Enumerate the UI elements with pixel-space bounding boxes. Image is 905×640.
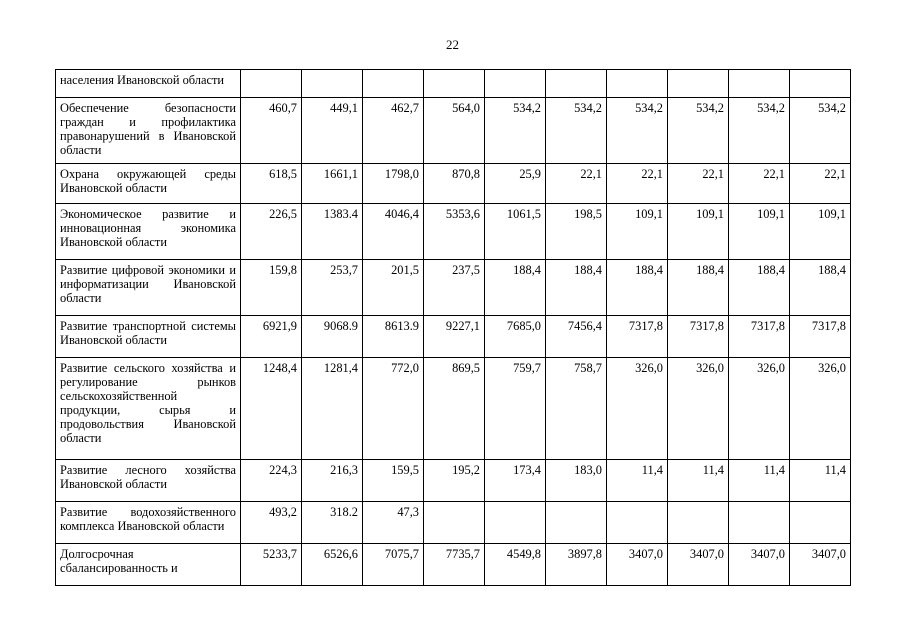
value-cell: 326,0: [668, 358, 729, 460]
value-cell: 109,1: [668, 204, 729, 260]
value-cell: 7685,0: [485, 316, 546, 358]
value-cell: 7317,8: [790, 316, 851, 358]
table-row: [56, 260, 851, 316]
value-cell: 173,4: [485, 460, 546, 502]
value-cell: 109,1: [729, 204, 790, 260]
value-cell: 188,4: [729, 260, 790, 316]
value-cell: 449,1: [302, 98, 363, 164]
value-cell: 9227,1: [424, 316, 485, 358]
table-row: [56, 544, 851, 586]
value-cell: 8613.9: [363, 316, 424, 358]
value-cell: 109,1: [607, 204, 668, 260]
value-cell: [607, 70, 668, 98]
value-cell: 11,4: [668, 460, 729, 502]
value-cell: 188,4: [546, 260, 607, 316]
value-cell: 618,5: [241, 164, 302, 204]
value-cell: 201,5: [363, 260, 424, 316]
value-cell: 534,2: [729, 98, 790, 164]
value-cell: 326,0: [790, 358, 851, 460]
value-cell: 1061,5: [485, 204, 546, 260]
value-cell: [790, 502, 851, 544]
value-cell: 534,2: [668, 98, 729, 164]
value-cell: [241, 70, 302, 98]
value-cell: [607, 502, 668, 544]
value-cell: 198,5: [546, 204, 607, 260]
page-number: 22: [446, 37, 459, 52]
value-cell: 22,1: [668, 164, 729, 204]
value-cell: 159,8: [241, 260, 302, 316]
program-name-cell: Развитие цифровой экономики и информатизации Ивановской области: [56, 260, 241, 316]
value-cell: 7317,8: [668, 316, 729, 358]
value-cell: 1661,1: [302, 164, 363, 204]
value-cell: 5233,7: [241, 544, 302, 586]
value-cell: 1281,4: [302, 358, 363, 460]
value-cell: 4046,4: [363, 204, 424, 260]
value-cell: 5353,6: [424, 204, 485, 260]
value-cell: 318.2: [302, 502, 363, 544]
value-cell: [424, 502, 485, 544]
value-cell: 326,0: [729, 358, 790, 460]
program-name-cell: Развитие водохозяйственного комплекса Ивановской области: [56, 502, 241, 544]
value-cell: 493,2: [241, 502, 302, 544]
value-cell: 326,0: [607, 358, 668, 460]
value-cell: 47,3: [363, 502, 424, 544]
value-cell: 869,5: [424, 358, 485, 460]
table-row: [56, 460, 851, 502]
value-cell: [302, 70, 363, 98]
value-cell: [668, 70, 729, 98]
value-cell: [485, 502, 546, 544]
program-name-cell: населения Ивановской области: [56, 70, 241, 98]
value-cell: 870,8: [424, 164, 485, 204]
value-cell: 7317,8: [607, 316, 668, 358]
value-cell: 188,4: [668, 260, 729, 316]
value-cell: 183,0: [546, 460, 607, 502]
value-cell: 224,3: [241, 460, 302, 502]
value-cell: 6526,6: [302, 544, 363, 586]
program-name-cell: Развитие лесного хозяйства Ивановской области: [56, 460, 241, 502]
value-cell: [729, 502, 790, 544]
value-cell: 1383.4: [302, 204, 363, 260]
value-cell: 460,7: [241, 98, 302, 164]
value-cell: [546, 502, 607, 544]
value-cell: 534,2: [546, 98, 607, 164]
value-cell: [485, 70, 546, 98]
program-name-cell: Развитие сельского хозяйства и регулирование рынков сельскохозяйственной продукции, сырья и продовольствия Ивановской области: [56, 358, 241, 460]
table-row: [56, 358, 851, 460]
table-row: [56, 164, 851, 204]
value-cell: 3407,0: [668, 544, 729, 586]
value-cell: 226,5: [241, 204, 302, 260]
table-row: [56, 70, 851, 98]
value-cell: 3407,0: [729, 544, 790, 586]
value-cell: 216,3: [302, 460, 363, 502]
value-cell: [729, 70, 790, 98]
value-cell: 253,7: [302, 260, 363, 316]
value-cell: [363, 70, 424, 98]
value-cell: 11,4: [607, 460, 668, 502]
value-cell: 237,5: [424, 260, 485, 316]
value-cell: 109,1: [790, 204, 851, 260]
table-row: [56, 204, 851, 260]
program-name-cell: Обеспечение безопасности граждан и профилактика правонарушений в Ивановской области: [56, 98, 241, 164]
value-cell: 758,7: [546, 358, 607, 460]
value-cell: 759,7: [485, 358, 546, 460]
value-cell: 7317,8: [729, 316, 790, 358]
value-cell: 7075,7: [363, 544, 424, 586]
value-cell: 188,4: [607, 260, 668, 316]
value-cell: 772,0: [363, 358, 424, 460]
value-cell: 1798,0: [363, 164, 424, 204]
value-cell: 7735,7: [424, 544, 485, 586]
value-cell: [546, 70, 607, 98]
value-cell: 22,1: [790, 164, 851, 204]
value-cell: 534,2: [485, 98, 546, 164]
table-row: [56, 502, 851, 544]
value-cell: 159,5: [363, 460, 424, 502]
value-cell: 534,2: [790, 98, 851, 164]
value-cell: 534,2: [607, 98, 668, 164]
table-row: [56, 316, 851, 358]
value-cell: 3897,8: [546, 544, 607, 586]
value-cell: 22,1: [729, 164, 790, 204]
value-cell: 11,4: [729, 460, 790, 502]
value-cell: 3407,0: [790, 544, 851, 586]
value-cell: 25,9: [485, 164, 546, 204]
value-cell: [790, 70, 851, 98]
program-name-cell: Охрана окружающей среды Ивановской области: [56, 164, 241, 204]
value-cell: 22,1: [607, 164, 668, 204]
value-cell: 4549,8: [485, 544, 546, 586]
value-cell: 22,1: [546, 164, 607, 204]
value-cell: [668, 502, 729, 544]
program-name-cell: Долгосрочная сбалансированность и: [56, 544, 241, 586]
value-cell: 564,0: [424, 98, 485, 164]
value-cell: 188,4: [485, 260, 546, 316]
budget-table: [55, 69, 851, 586]
value-cell: 6921,9: [241, 316, 302, 358]
program-name-cell: Развитие транспортной системы Ивановской области: [56, 316, 241, 358]
table-row: [56, 98, 851, 164]
value-cell: 9068.9: [302, 316, 363, 358]
value-cell: 195,2: [424, 460, 485, 502]
program-name-cell: Экономическое развитие и инновационная экономика Ивановской области: [56, 204, 241, 260]
value-cell: 7456,4: [546, 316, 607, 358]
value-cell: [424, 70, 485, 98]
table-body: [56, 70, 851, 586]
value-cell: 462,7: [363, 98, 424, 164]
value-cell: 11,4: [790, 460, 851, 502]
value-cell: 1248,4: [241, 358, 302, 460]
value-cell: 3407,0: [607, 544, 668, 586]
value-cell: 188,4: [790, 260, 851, 316]
